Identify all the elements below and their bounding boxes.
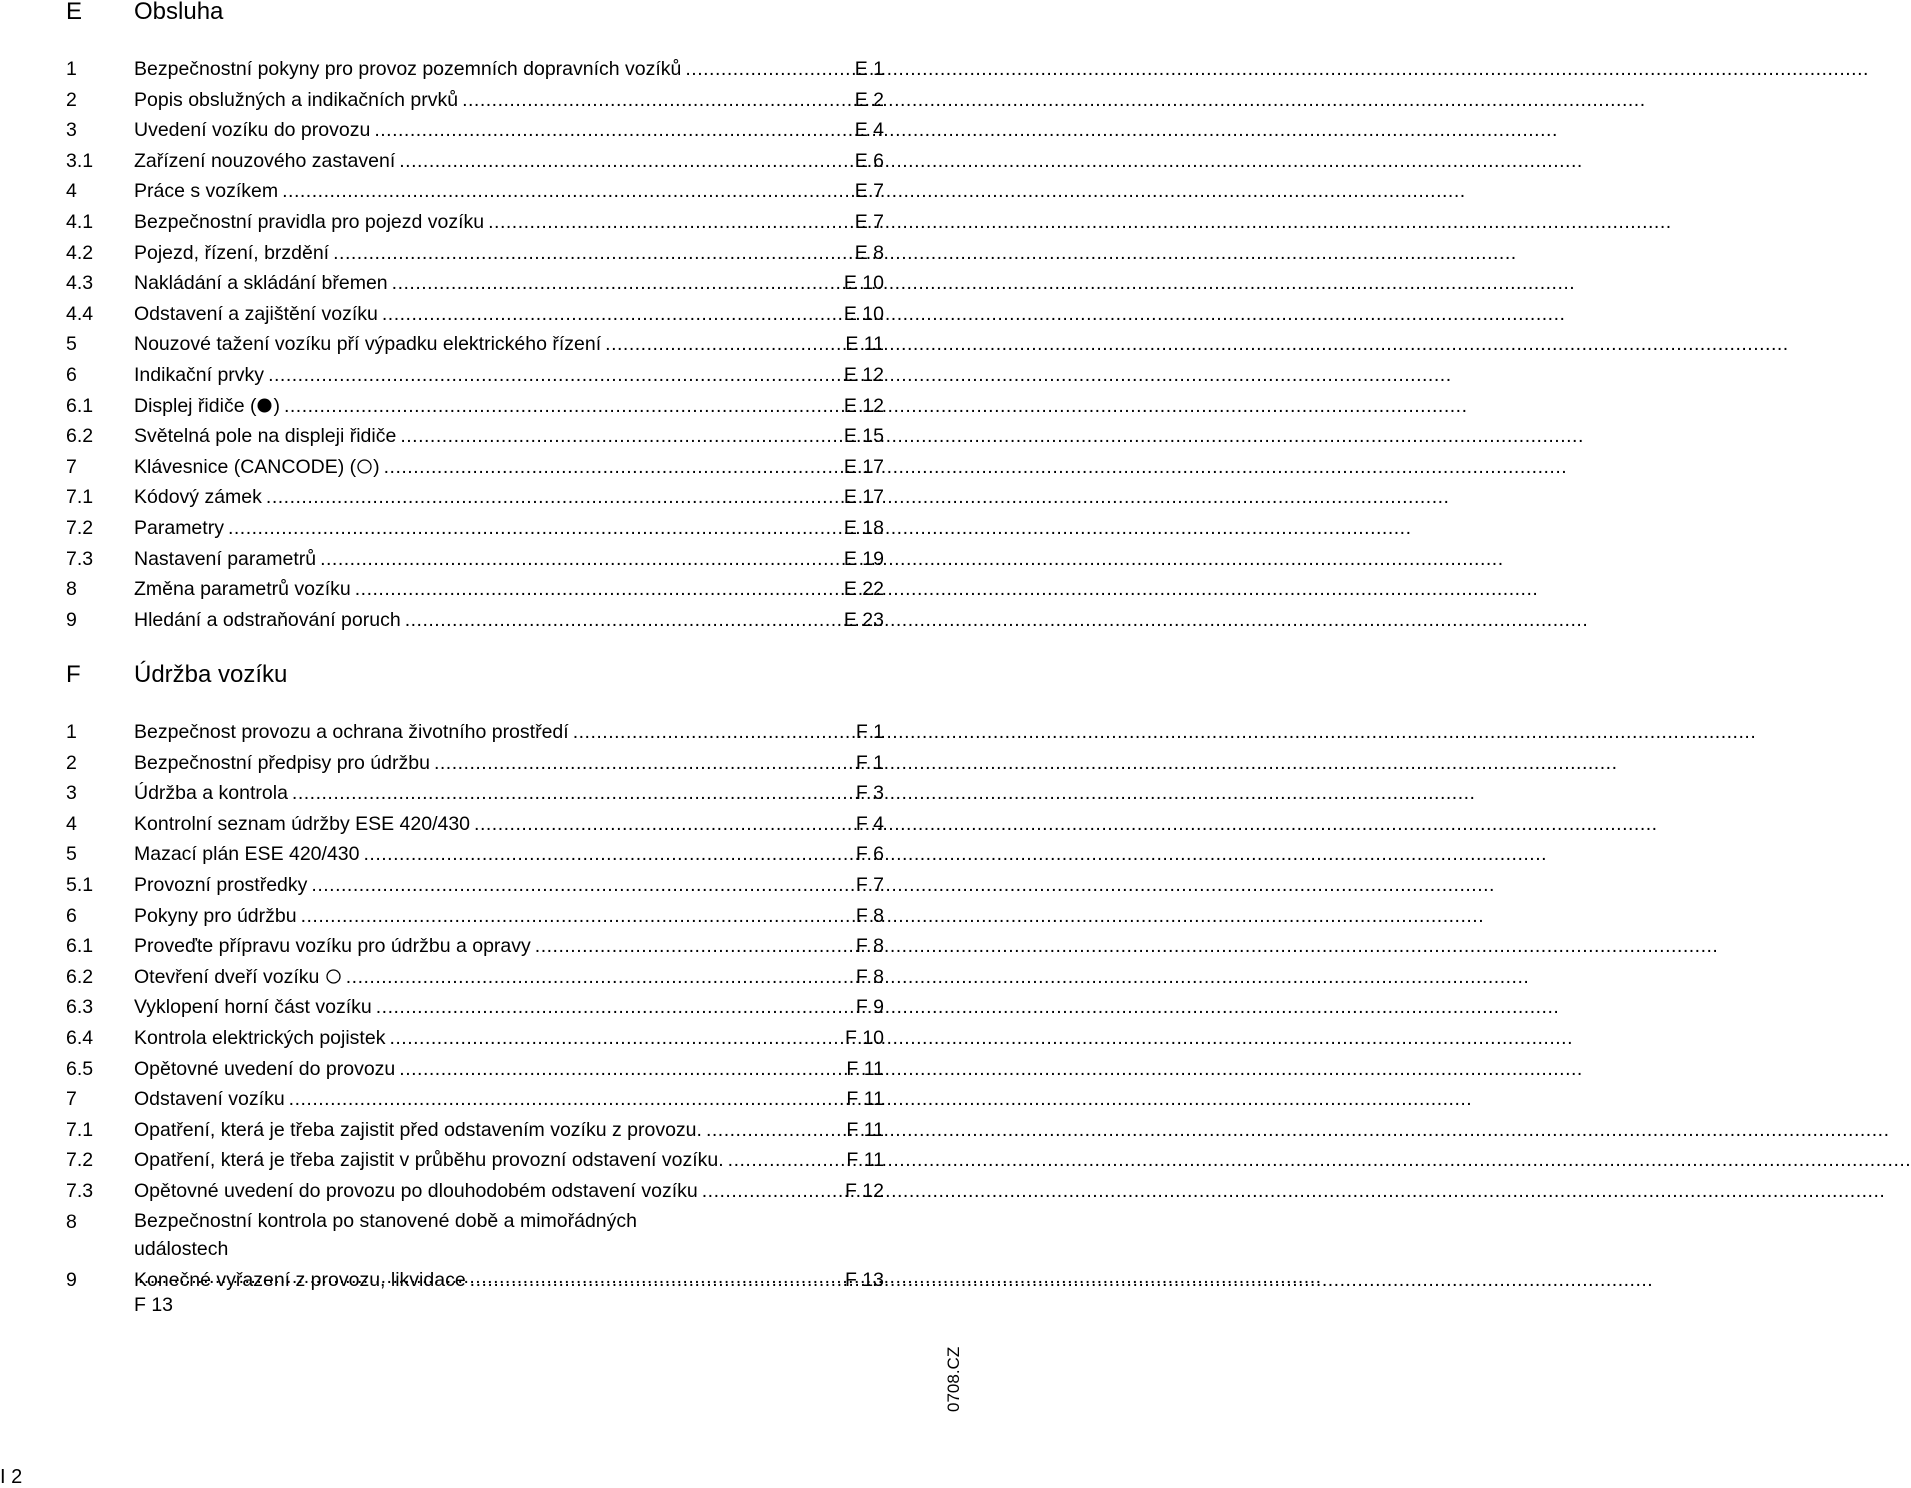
entry-title: Opětovné uvedení do provozu xyxy=(134,1057,396,1080)
entry-title: Údržba a kontrola xyxy=(134,782,288,805)
entry-number: 6.4 xyxy=(66,1026,94,1049)
entry-number: 7 xyxy=(66,1088,77,1111)
entry-number: 9 xyxy=(66,1268,77,1291)
entry-title: událostech xyxy=(134,1237,229,1260)
entry-number: 4 xyxy=(66,812,77,835)
entry-number: 6 xyxy=(66,904,77,927)
dot-leader xyxy=(535,931,854,962)
dot-leader xyxy=(311,870,853,901)
entry-title: Změna parametrů vozíku xyxy=(134,578,351,601)
dot-leader xyxy=(706,1115,844,1146)
dot-leader xyxy=(333,238,853,269)
entry-page: E 10 xyxy=(843,302,884,325)
toc-entry[interactable] xyxy=(66,1054,884,1085)
dot-leader xyxy=(389,1023,843,1054)
toc-entry[interactable] xyxy=(66,809,884,840)
dot-leader xyxy=(605,329,843,360)
entry-page: F 11 xyxy=(846,1118,884,1141)
dot-leader xyxy=(282,176,853,207)
dot-leader xyxy=(470,1265,843,1296)
entry-number: 6.3 xyxy=(66,996,94,1019)
toc-entry[interactable] xyxy=(66,574,884,605)
toc-entry[interactable] xyxy=(66,1265,884,1296)
toc-entry[interactable] xyxy=(66,962,884,993)
toc-entry[interactable] xyxy=(66,992,884,1023)
dot-leader xyxy=(363,839,853,870)
entry-number: 8 xyxy=(66,1210,77,1233)
entry-title: Práce s vozíkem xyxy=(134,180,279,203)
toc-entry[interactable] xyxy=(66,1176,884,1207)
open-circle-icon xyxy=(325,968,342,985)
entry-number: 9 xyxy=(66,608,77,631)
toc-section-e xyxy=(66,54,884,635)
entry-title: Proveďte přípravu vozíku pro údržbu a opravy xyxy=(134,935,531,958)
toc-entry[interactable] xyxy=(66,391,884,422)
entry-title: Mazací plán ESE 420/430 xyxy=(134,843,360,866)
entry-page: E 7 xyxy=(854,210,884,233)
toc-entry[interactable] xyxy=(66,146,884,177)
entry-number: 1 xyxy=(66,721,77,743)
entry-title-suffix: ) xyxy=(273,394,280,417)
entry-page: F 8 xyxy=(855,935,884,958)
entry-page: F 13 xyxy=(844,1268,884,1291)
entry-page: F 9 xyxy=(855,996,884,1019)
entry-title: Pojezd, řízení, brzdění xyxy=(134,241,330,264)
entry-title: Odstavení vozíku xyxy=(134,1088,285,1111)
entry-page: F 12 xyxy=(844,1179,884,1202)
toc-entry[interactable] xyxy=(66,482,884,513)
entry-page: E 17 xyxy=(843,486,884,509)
entry-page: E 7 xyxy=(854,180,884,203)
entry-title: Opětovné uvedení do provozu po dlouhodobém odstavení vozíku xyxy=(134,1179,698,1202)
dot-leader xyxy=(376,992,854,1023)
dot-leader xyxy=(228,513,842,544)
toc-entry[interactable] xyxy=(66,513,884,544)
toc-entry[interactable] xyxy=(66,870,884,901)
entry-page: F 1 xyxy=(855,721,884,743)
dot-leader xyxy=(400,421,842,452)
section-title: Obsluha xyxy=(134,0,224,25)
entry-page: E 4 xyxy=(854,119,884,142)
entry-number: 4 xyxy=(66,180,77,203)
entry-page: E 19 xyxy=(843,547,884,570)
entry-title: Opatření, která je třeba zajistit před odstavením vozíku z provozu. xyxy=(134,1118,702,1141)
dot-leader xyxy=(384,452,842,483)
entry-number: 4.3 xyxy=(66,272,94,295)
toc-entry[interactable] xyxy=(66,115,884,146)
entry-page: E 10 xyxy=(843,272,884,295)
dot-leader xyxy=(292,778,854,809)
entry-title-suffix: ) xyxy=(373,455,380,478)
section-title: Údržba vozíku xyxy=(134,661,288,688)
entry-page: E 8 xyxy=(854,241,884,264)
entry-title: Hledání a odstraňování poruch xyxy=(134,608,401,631)
entry-number: 4.4 xyxy=(66,302,94,325)
entry-page: F 6 xyxy=(855,843,884,866)
entry-title xyxy=(134,452,380,483)
dot-leader xyxy=(392,268,842,299)
entry-number: 6.2 xyxy=(66,425,94,448)
toc-entry[interactable] xyxy=(66,207,884,238)
toc-entry[interactable] xyxy=(66,452,884,483)
entry-title: Vyklopení horní část vozíku xyxy=(134,996,372,1019)
entry-page: E 22 xyxy=(843,578,884,601)
toc-entry[interactable] xyxy=(66,748,884,779)
entry-title: Kontrolní seznam údržby ESE 420/430 xyxy=(134,812,471,835)
entry-number: 4.2 xyxy=(66,241,94,264)
document-code: 0708.CZ xyxy=(944,1346,963,1412)
entry-page: E 1 xyxy=(854,58,884,80)
dot-leader xyxy=(685,54,852,85)
toc-entry[interactable] xyxy=(66,901,884,932)
entry-number: 6 xyxy=(66,363,77,386)
entry-page: E 2 xyxy=(854,88,884,111)
entry-title: Zařízení nouzového zastavení xyxy=(134,149,396,172)
toc-entry[interactable] xyxy=(66,299,884,330)
dot-leader xyxy=(301,901,854,932)
entry-title xyxy=(134,962,342,993)
entry-title: Uvedení vozíku do provozu xyxy=(134,119,371,142)
entry-title xyxy=(134,391,280,422)
toc-entry[interactable] xyxy=(66,329,884,360)
entry-title: Světelná pole na displeji řidiče xyxy=(134,425,397,448)
entry-number: 6.1 xyxy=(66,935,94,958)
toc-entry[interactable] xyxy=(66,268,884,299)
entry-title: Kódový zámek xyxy=(134,486,262,509)
entry-number: 7.3 xyxy=(66,547,94,570)
entry-title: Provozní prostředky xyxy=(134,873,308,896)
entry-title: Bezpečnostní předpisy pro údržbu xyxy=(134,751,430,774)
entry-page: E 17 xyxy=(843,455,884,478)
entry-number: 3 xyxy=(66,782,77,805)
entry-title: Bezpečnostní pravidla pro pojezd vozíku xyxy=(134,210,485,233)
dot-leader xyxy=(266,482,842,513)
entry-number: 5 xyxy=(66,843,77,866)
entry-title: Nastavení parametrů xyxy=(134,547,317,570)
dot-leader xyxy=(573,717,854,748)
section-letter: E xyxy=(66,0,83,25)
entry-title: Nakládání a skládání břemen xyxy=(134,272,388,295)
toc-entry[interactable] xyxy=(66,421,884,452)
dot-leader xyxy=(728,1145,845,1176)
entry-title: Nouzové tažení vozíku pří výpadku elektrického řízení xyxy=(134,333,602,356)
dot-leader xyxy=(346,962,854,993)
entry-number: 3 xyxy=(66,119,77,142)
dot-leader xyxy=(320,544,842,575)
entry-title: Bezpečnostní pokyny pro provoz pozemních dopravních vozíků xyxy=(134,58,682,80)
dot-leader xyxy=(382,299,842,330)
dot-leader xyxy=(268,360,842,391)
entry-title: Popis obslužných a indikačních prvků xyxy=(134,88,459,111)
toc-entry[interactable] xyxy=(66,1145,884,1176)
toc-entry[interactable] xyxy=(66,1084,884,1115)
entry-title: Odstavení a zajištění vozíku xyxy=(134,302,378,325)
dot-leader xyxy=(374,115,852,146)
entry-title: Parametry xyxy=(134,516,224,539)
entry-number: 1 xyxy=(66,58,77,80)
entry-number: 7 xyxy=(66,455,77,478)
toc-entry[interactable] xyxy=(66,839,884,870)
dot-leader xyxy=(462,85,853,116)
entry-page: F 13 xyxy=(134,1293,174,1316)
entry-number: 6.1 xyxy=(66,394,94,417)
entry-page: F 3 xyxy=(855,782,884,805)
entry-page: F 10 xyxy=(844,1026,884,1049)
toc-entry[interactable] xyxy=(66,717,884,748)
dot-leader xyxy=(405,605,842,636)
dot-leader xyxy=(284,391,842,422)
entry-title: Bezpečnost provozu a ochrana životního prostředí xyxy=(134,721,569,743)
entry-title-text: Displej řidiče ( xyxy=(134,394,257,417)
toc-entry[interactable] xyxy=(66,238,884,269)
entry-title: Opatření, která je třeba zajistit v průběhu provozní odstavení vozíku. xyxy=(134,1149,724,1172)
entry-page: E 6 xyxy=(854,149,884,172)
section-f-heading xyxy=(66,658,886,692)
dot-leader xyxy=(355,574,842,605)
entry-page: E 12 xyxy=(843,363,884,386)
dot-leader xyxy=(702,1176,843,1207)
toc-entry[interactable] xyxy=(66,544,884,575)
toc-section-f xyxy=(66,717,884,1316)
entry-title-text: Otevření dveří vozíku xyxy=(134,965,320,988)
toc-entry[interactable] xyxy=(66,1115,884,1146)
entry-number: 2 xyxy=(66,751,77,774)
entry-page: E 18 xyxy=(843,516,884,539)
entry-number: 7.2 xyxy=(66,1149,94,1172)
dot-leader xyxy=(399,146,852,177)
entry-number: 4.1 xyxy=(66,210,94,233)
dot-leader xyxy=(399,1054,844,1085)
entry-page: F 11 xyxy=(846,1088,884,1111)
entry-number: 7.1 xyxy=(66,1118,94,1141)
dot-leader xyxy=(488,207,853,238)
toc-entry[interactable] xyxy=(66,54,884,85)
entry-title: Kontrola elektrických pojistek xyxy=(134,1026,386,1049)
entry-page: F 8 xyxy=(855,904,884,927)
entry-title: Pokyny pro údržbu xyxy=(134,904,297,927)
page-number: I 2 xyxy=(0,1466,23,1488)
entry-page: F 8 xyxy=(855,965,884,988)
entry-number: 8 xyxy=(66,578,77,601)
entry-number: 6.2 xyxy=(66,965,94,988)
toc-entry[interactable] xyxy=(66,85,884,116)
entry-page: E 15 xyxy=(843,425,884,448)
entry-page: E 12 xyxy=(843,394,884,417)
entry-page: F 1 xyxy=(855,751,884,774)
entry-page: F 4 xyxy=(855,812,884,835)
toc-entry[interactable] xyxy=(66,176,884,207)
dot-leader xyxy=(289,1084,845,1115)
section-e-heading xyxy=(66,0,886,29)
open-circle-icon xyxy=(356,458,373,475)
toc-entry[interactable] xyxy=(66,1023,884,1054)
entry-page: F 11 xyxy=(846,1057,884,1080)
section-letter: F xyxy=(66,661,81,688)
entry-page: E 23 xyxy=(843,608,884,631)
entry-number: 7.1 xyxy=(66,486,94,509)
entry-number: 7.3 xyxy=(66,1179,94,1202)
filled-circle-icon xyxy=(256,397,273,414)
entry-title: Konečné vyřazení z provozu, likvidace xyxy=(134,1268,466,1291)
toc-entry[interactable] xyxy=(66,360,884,391)
entry-number: 2 xyxy=(66,88,77,111)
entry-page: F 7 xyxy=(855,873,884,896)
entry-page: F 11 xyxy=(846,1149,884,1172)
entry-number: 5 xyxy=(66,333,77,356)
entry-number: 7.2 xyxy=(66,516,94,539)
dot-leader xyxy=(434,748,854,779)
entry-number: 6.5 xyxy=(66,1057,94,1080)
toc-entry[interactable] xyxy=(66,778,884,809)
entry-title-text: Klávesnice (CANCODE) ( xyxy=(134,455,357,478)
entry-page: E 11 xyxy=(845,333,884,356)
entry-title-line1: Bezpečnostní kontrola po stanovené době a mimořádných xyxy=(134,1209,637,1232)
entry-number: 3.1 xyxy=(66,149,94,172)
toc-entry[interactable] xyxy=(66,931,884,962)
dot-leader xyxy=(474,809,854,840)
entry-number: 5.1 xyxy=(66,873,94,896)
toc-entry[interactable] xyxy=(66,605,884,636)
entry-title: Indikační prvky xyxy=(134,363,265,386)
